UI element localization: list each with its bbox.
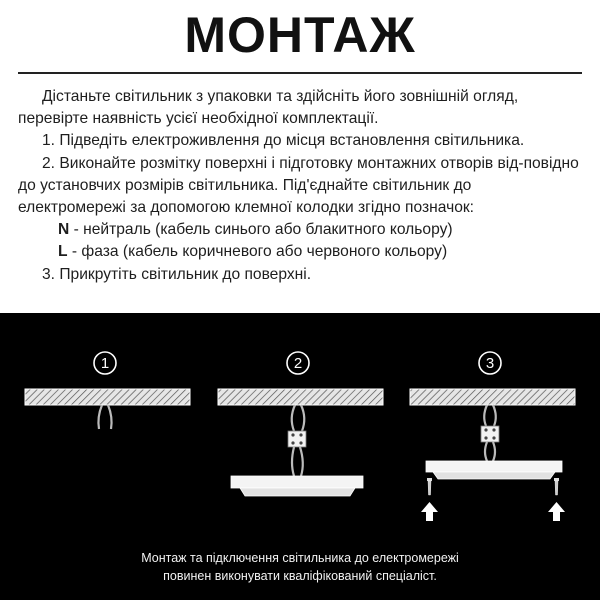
wire-3c (485, 442, 487, 461)
wire-1a (98, 405, 102, 429)
safety-note-line-1: Монтаж та підключення світильника до електромережі (141, 551, 459, 565)
luminaire-body-3 (426, 461, 562, 472)
terminal-block-2 (288, 431, 306, 447)
title-divider (18, 72, 582, 74)
wire-3a (484, 405, 487, 426)
screw-left (427, 478, 432, 495)
diagram-step-2 (218, 352, 383, 496)
step-3-number: 3 (485, 355, 495, 372)
page-title: МОНТАЖ (184, 7, 416, 63)
wire-2d (300, 447, 303, 476)
ceiling-3 (410, 389, 575, 405)
diagram-step-1 (25, 352, 190, 429)
diagram-step-3 (410, 352, 575, 521)
neutral-letter: N (58, 221, 70, 239)
ceiling-2 (218, 389, 383, 405)
safety-note (0, 549, 600, 585)
intro-paragraph: Дістаньте світильник з упаковки та здійсніть його зовнішній огляд, перевірте наявність усієї необхідної комплектації. (18, 88, 519, 128)
luminaire-body-2 (231, 476, 363, 488)
neutral-description: - нейтраль (кабель синього або блакитного кольору) (69, 221, 453, 239)
installation-diagram-panel (0, 313, 600, 600)
phase-letter: L (58, 243, 68, 261)
screw-right (554, 478, 559, 495)
luminaire-diffuser-2 (240, 488, 355, 496)
neutral-wire-line (18, 219, 582, 241)
terminal-block-3 (481, 426, 499, 442)
step-3-text: 3. Прикрутіть світильник до поверхні. (42, 265, 312, 283)
step-2-number: 2 (293, 355, 303, 372)
step-2-text: 2. Виконайте розмітку поверхні і підготовку монтажних отворів від-повідно до установчих розмірів світильника. Під'єднайте світильник до електромережі за допомогою клемної колодки згідно позначок: (18, 154, 579, 217)
luminaire-diffuser-3 (433, 472, 555, 479)
ceiling-1 (25, 389, 190, 405)
instructions (18, 86, 582, 286)
wire-3b (493, 405, 496, 426)
arrow-up-right-icon (548, 502, 565, 521)
step-1-number: 1 (100, 355, 110, 372)
safety-note-line-2: повинен виконувати кваліфікований спеціаліст. (163, 569, 437, 583)
wire-3d (493, 442, 495, 461)
arrow-up-left-icon (421, 502, 438, 521)
phase-wire-line (18, 241, 582, 263)
wire-2b (301, 405, 304, 431)
step-1-text: 1. Підведіть електроживлення до місця встановлення світильника. (42, 132, 525, 150)
wire-2a (292, 405, 295, 431)
phase-description: - фаза (кабель коричневого або червоного кольору) (67, 243, 448, 261)
wire-1b (108, 405, 112, 429)
wire-2c (292, 447, 294, 476)
